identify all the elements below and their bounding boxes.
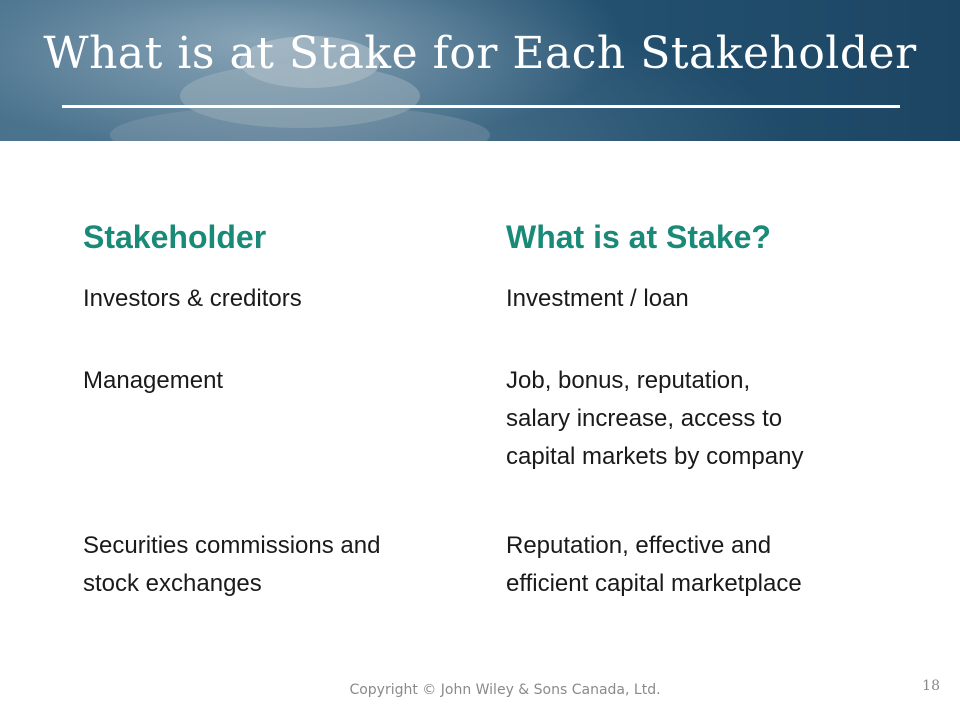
slide-title: What is at Stake for Each Stakeholder xyxy=(43,28,917,79)
row-2-stakeholder: Management xyxy=(83,367,224,394)
column-header-stakeholder: Stakeholder xyxy=(83,219,267,255)
title-underline xyxy=(62,105,900,108)
copyright-text: Copyright © John Wiley & Sons Canada, Ltd. xyxy=(349,682,661,698)
header-band xyxy=(0,0,960,141)
row-3-stakeholder: Securities commissions and stock exchanges xyxy=(83,532,381,597)
page-number: 18 xyxy=(922,678,940,694)
row-3-stake: Reputation, effective and efficient capital marketplace xyxy=(506,532,802,597)
row-2-stake: Job, bonus, reputation, salary increase, access to capital markets by company xyxy=(506,367,804,470)
footer xyxy=(0,682,960,698)
row-1-stakeholder: Investors & creditors xyxy=(83,285,302,312)
row-1-stake: Investment / loan xyxy=(506,285,689,312)
column-header-stake: What is at Stake? xyxy=(506,219,771,255)
